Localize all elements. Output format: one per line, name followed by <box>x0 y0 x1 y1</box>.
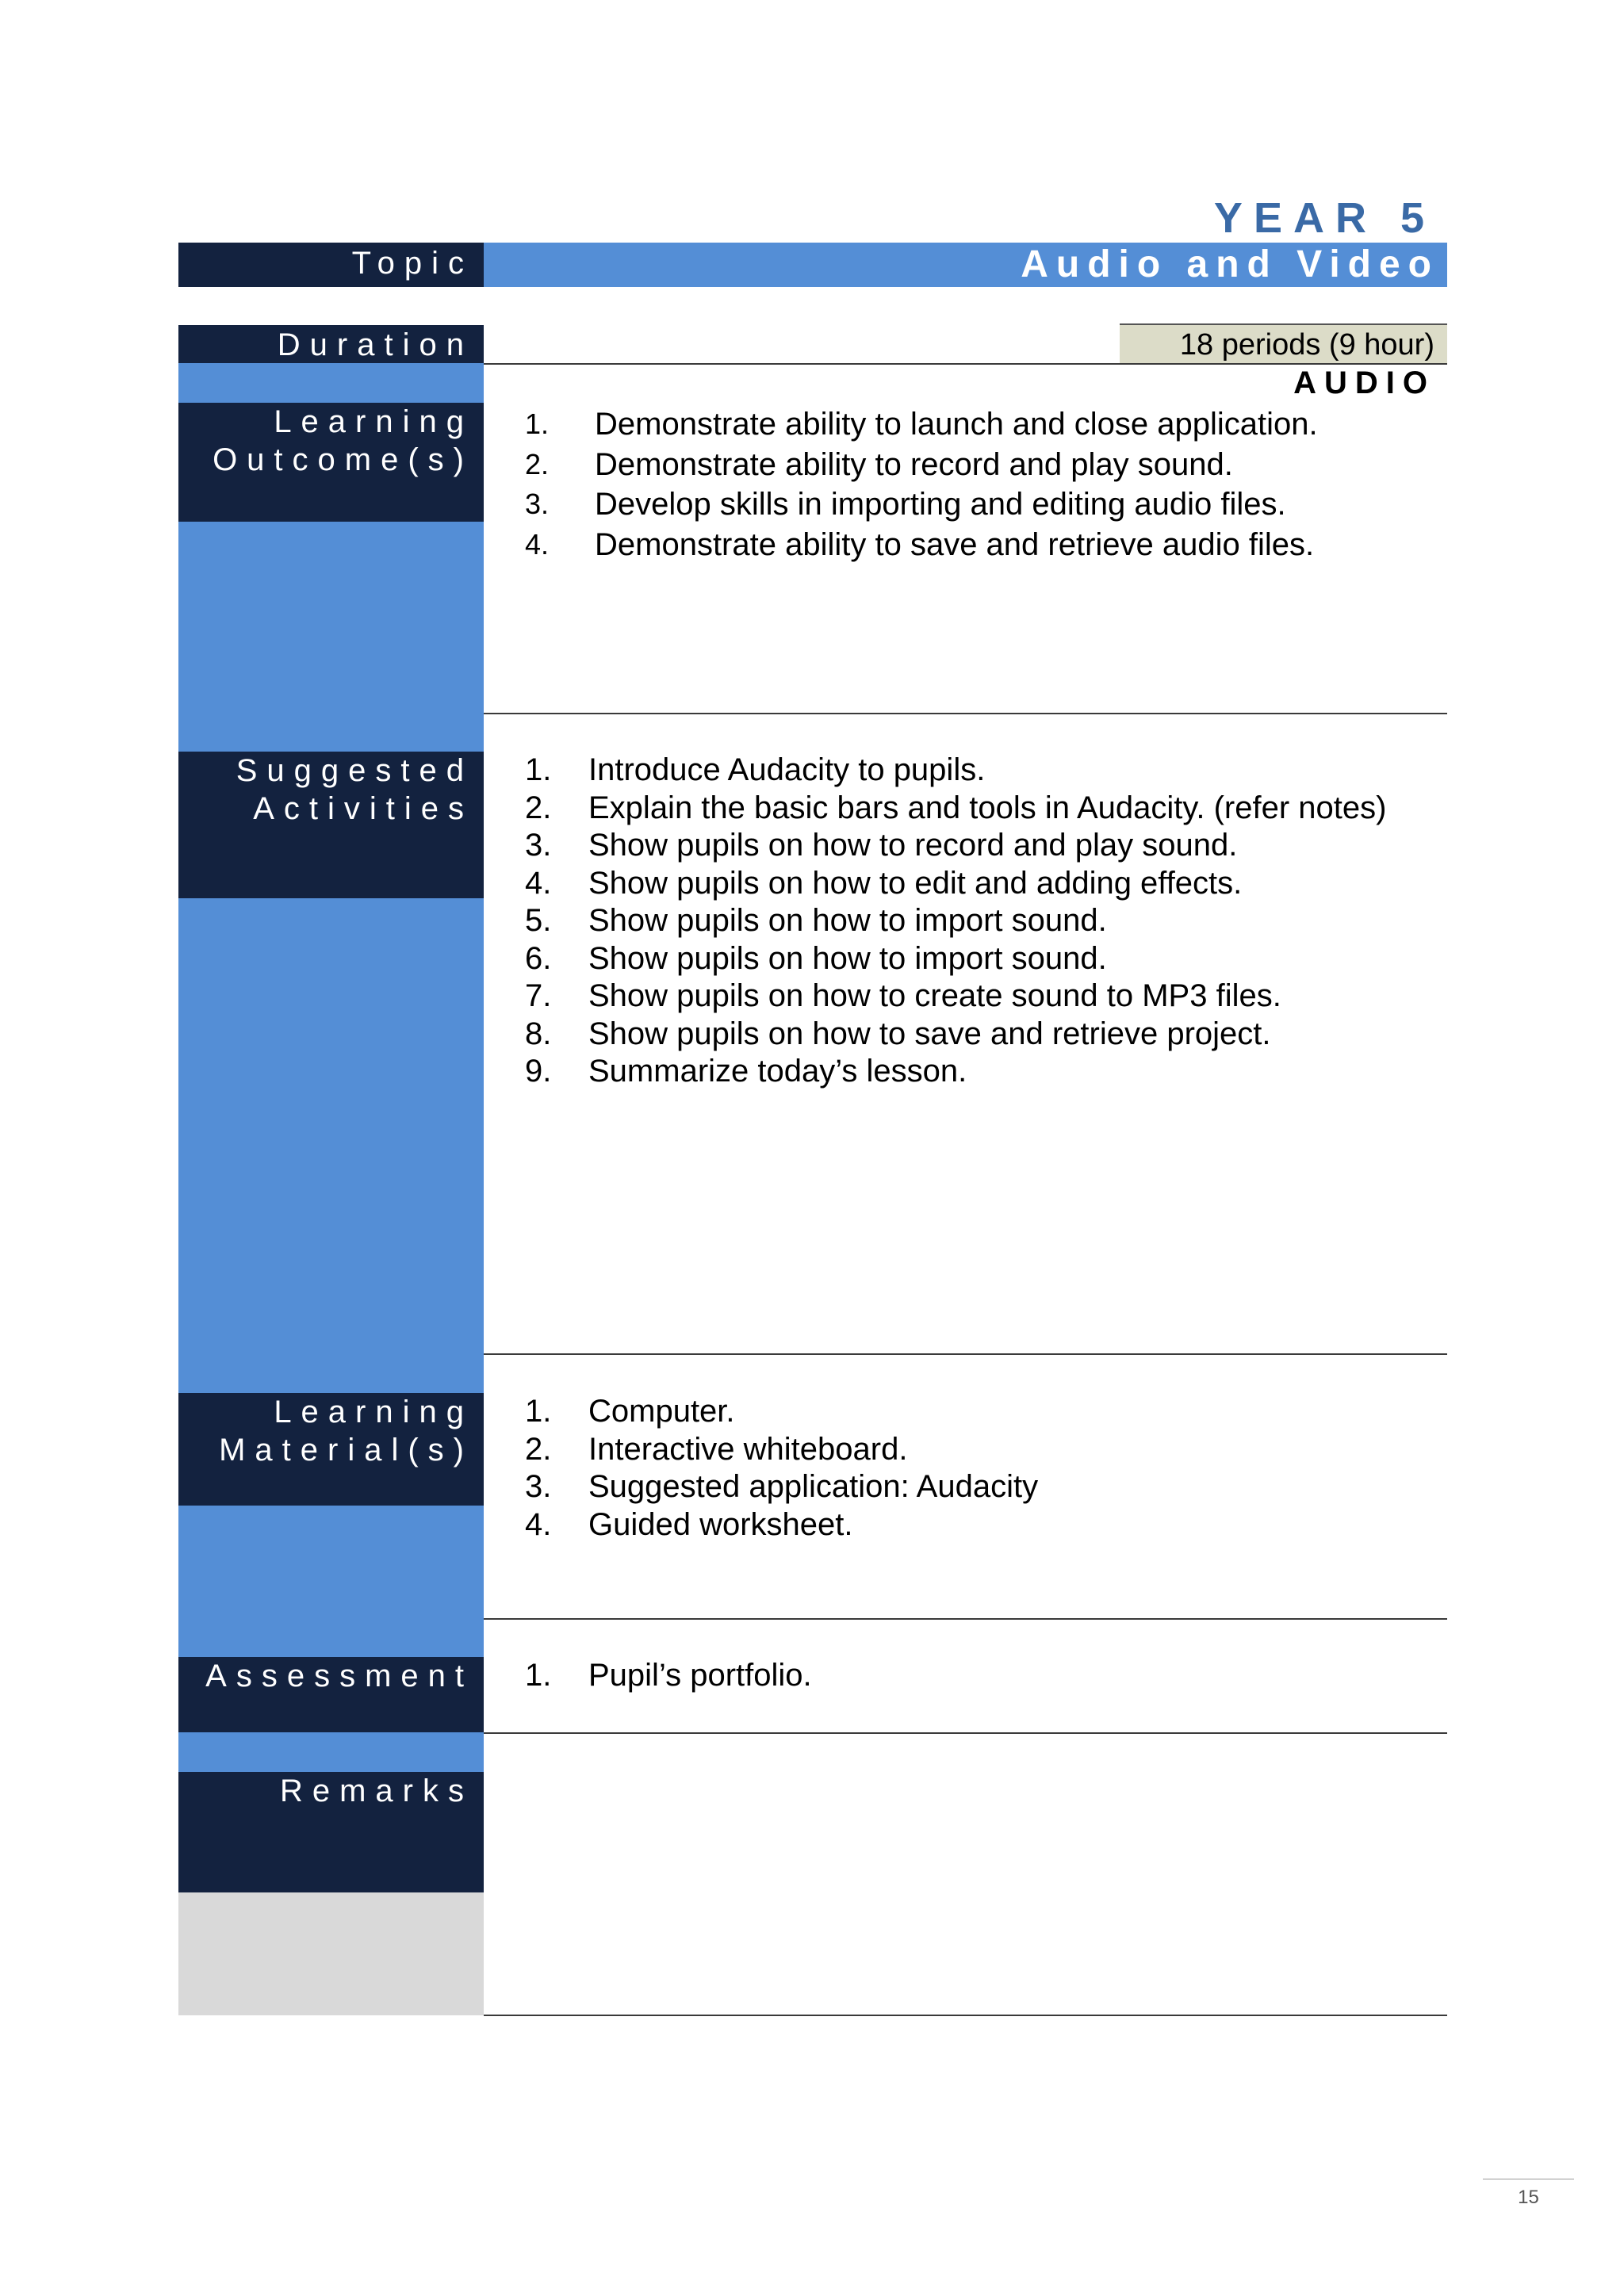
list-item <box>525 1506 1038 1544</box>
section-heading: AUDIO <box>1293 365 1435 400</box>
list-text: Show pupils on how to import sound. <box>588 940 1107 976</box>
list-item <box>525 1393 1038 1431</box>
list-text: Explain the basic bars and tools in Audacity. (refer notes) <box>588 790 1387 825</box>
list-text: Demonstrate ability to record and play sound. <box>595 446 1233 482</box>
duration-label: Duration <box>277 327 473 362</box>
list-number: 1. <box>525 1394 552 1429</box>
list-item <box>525 404 1318 445</box>
materials-label-line1: Learning <box>274 1395 473 1429</box>
outcomes-label-line1: Learning <box>274 404 473 439</box>
list-number: 2. <box>525 1431 552 1467</box>
label-column-band <box>178 522 484 752</box>
topic-value: Audio and Video <box>484 243 1447 287</box>
list-text: Show pupils on how to record and play sound. <box>588 828 1238 863</box>
list-text: Computer. <box>588 1394 735 1429</box>
page-number: 15 <box>1518 2187 1539 2208</box>
list-item <box>525 940 1386 978</box>
list-text: Suggested application: Audacity <box>588 1469 1039 1504</box>
list-number: 2. <box>525 790 552 825</box>
list-number: 1. <box>525 408 550 440</box>
list-number: 8. <box>525 1016 552 1051</box>
activities-list <box>525 752 1386 1091</box>
list-number: 3. <box>525 488 550 520</box>
outcomes-list <box>525 404 1318 564</box>
label-column-band <box>178 1732 484 1772</box>
assessment-list <box>525 1657 812 1695</box>
assessment-label: Assessment <box>205 1659 473 1693</box>
list-text: Pupil’s portfolio. <box>588 1658 812 1693</box>
list-number: 1. <box>525 752 552 787</box>
list-item <box>525 865 1386 903</box>
label-column-band <box>178 898 484 1393</box>
list-number: 4. <box>525 865 552 901</box>
list-item <box>525 1016 1386 1054</box>
activities-label-line1: Suggested <box>236 753 473 788</box>
list-number: 4. <box>525 1506 552 1542</box>
list-item <box>525 1053 1386 1091</box>
list-item <box>525 827 1386 865</box>
row-divider <box>484 713 1447 714</box>
list-number: 2. <box>525 447 550 480</box>
list-item <box>525 484 1318 525</box>
list-number: 5. <box>525 903 552 938</box>
list-text: Interactive whiteboard. <box>588 1431 908 1467</box>
list-text: Show pupils on how to create sound to MP3 files. <box>588 978 1281 1013</box>
list-number: 3. <box>525 1469 552 1504</box>
row-divider <box>484 1618 1447 1620</box>
list-item <box>525 445 1318 485</box>
list-number: 1. <box>525 1658 552 1693</box>
list-item <box>525 790 1386 828</box>
remarks-label: Remarks <box>279 1774 473 1808</box>
row-divider <box>484 1732 1447 1734</box>
list-item <box>525 1468 1038 1506</box>
list-text: Summarize today’s lesson. <box>588 1054 967 1089</box>
list-item <box>525 752 1386 790</box>
materials-label-line2: Material(s) <box>219 1433 473 1468</box>
list-number: 6. <box>525 940 552 976</box>
list-number: 4. <box>525 527 550 561</box>
row-divider <box>484 1353 1447 1355</box>
list-text: Show pupils on how to save and retrieve project. <box>588 1016 1271 1051</box>
list-text: Guided worksheet. <box>588 1506 853 1542</box>
list-item <box>525 902 1386 940</box>
duration-value: 18 periods (9 hour) <box>1120 323 1447 363</box>
list-text: Show pupils on how to edit and adding effects. <box>588 865 1243 901</box>
row-divider <box>484 2015 1447 2016</box>
label-column-band <box>178 363 484 403</box>
list-number: 9. <box>525 1054 552 1089</box>
materials-list <box>525 1393 1038 1544</box>
list-text: Demonstrate ability to save and retrieve audio files. <box>595 526 1315 562</box>
remarks-label-footer <box>178 1892 484 2015</box>
outcomes-label-line2: Outcome(s) <box>213 442 473 477</box>
list-text: Introduce Audacity to pupils. <box>588 752 986 787</box>
list-text: Develop skills in importing and editing audio files. <box>595 487 1286 522</box>
label-column-band <box>178 1506 484 1657</box>
topic-label: Topic <box>351 246 473 281</box>
activities-label-line2: Activities <box>253 791 473 826</box>
list-item <box>525 525 1318 565</box>
list-text: Demonstrate ability to launch and close application. <box>595 407 1318 442</box>
year-title: YEAR 5 <box>1213 194 1435 242</box>
list-item <box>525 978 1386 1016</box>
list-item <box>525 1431 1038 1469</box>
list-number: 7. <box>525 978 552 1013</box>
list-text: Show pupils on how to import sound. <box>588 903 1107 938</box>
list-number: 3. <box>525 828 552 863</box>
list-item <box>525 1657 812 1695</box>
